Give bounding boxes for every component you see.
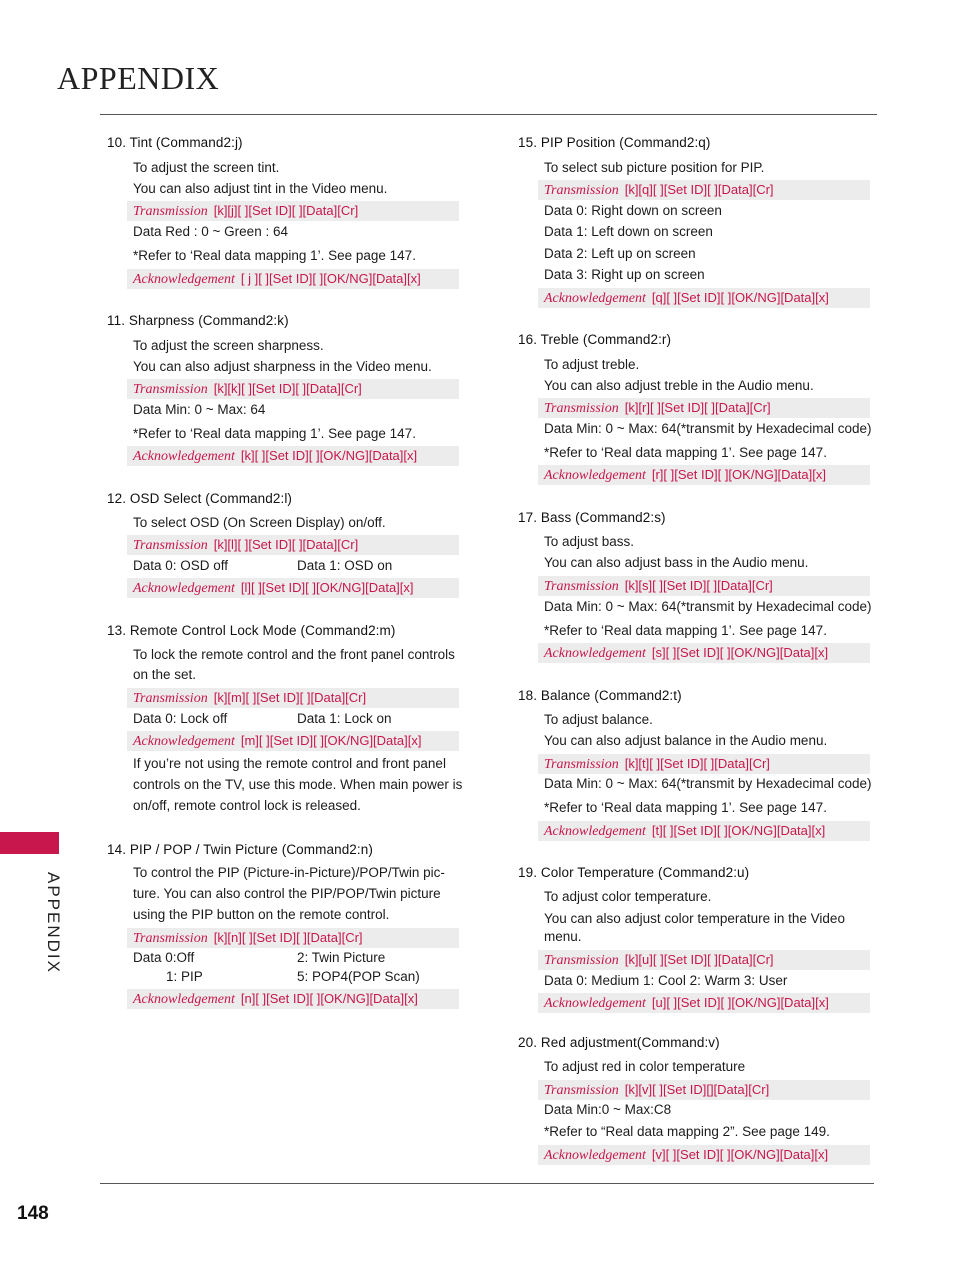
acknowledgement-bar xyxy=(127,446,459,466)
section-heading-lock: 13. Remote Control Lock Mode (Command2:m) xyxy=(107,623,396,638)
side-label: APPENDIX xyxy=(44,872,63,974)
acknowledgement-bar xyxy=(127,731,459,751)
transmission-bar xyxy=(538,180,870,200)
acknowledgement-bar xyxy=(538,465,870,485)
data-value: Data 0: Right down on screen xyxy=(544,203,722,218)
acknowledgement-command: [ j ][ ][Set ID][ ][OK/NG][Data][x] xyxy=(240,271,421,286)
text-line: To adjust bass. xyxy=(544,534,635,549)
transmission-label: Transmission xyxy=(133,382,208,397)
text-line: To control the PIP (Picture-in-Picture)/POP/Twin pic- xyxy=(133,865,445,880)
acknowledgement-label: Acknowledgement xyxy=(133,992,235,1007)
section-heading-pip-position: 15. PIP Position (Command2:q) xyxy=(518,135,711,150)
acknowledgement-bar xyxy=(538,288,870,308)
acknowledgement-command: [v][ ][Set ID][ ][OK/NG][Data][x] xyxy=(651,1147,829,1162)
side-tab-marker xyxy=(0,832,59,854)
page-title: APPENDIX xyxy=(57,60,220,96)
text-line: To adjust red in color temperature xyxy=(544,1059,746,1074)
transmission-bar xyxy=(127,688,459,708)
acknowledgement-label: Acknowledgement xyxy=(133,734,235,749)
note-line: on/off, remote control lock is released. xyxy=(133,798,361,813)
acknowledgement-command: [k][ ][Set ID][ ][OK/NG][Data][x] xyxy=(240,448,418,463)
transmission-bar xyxy=(538,398,870,418)
data-range: Data Min:0 ~ Max:C8 xyxy=(544,1102,672,1117)
transmission-command: [k][v][ ][Set ID][][Data][Cr] xyxy=(624,1082,770,1097)
data-value: Data 0:Off xyxy=(133,950,195,965)
section-heading-osd: 12. OSD Select (Command2:l) xyxy=(107,491,293,506)
acknowledgement-bar xyxy=(538,1145,870,1165)
acknowledgement-label: Acknowledgement xyxy=(133,272,235,287)
acknowledgement-bar xyxy=(127,989,459,1009)
transmission-label: Transmission xyxy=(544,1083,619,1098)
note-line: If you’re not using the remote control and front panel xyxy=(133,756,446,771)
transmission-bar xyxy=(538,950,870,970)
transmission-command: [k][q][ ][Set ID][ ][Data][Cr] xyxy=(624,182,774,197)
acknowledgement-label: Acknowledgement xyxy=(544,996,646,1011)
data-range: Data Min: 0 ~ Max: 64 xyxy=(133,402,266,417)
data-value: Data 1: OSD on xyxy=(297,558,393,573)
refer-note: *Refer to ‘Real data mapping 1’. See page 147. xyxy=(133,248,416,263)
refer-note: *Refer to ‘Real data mapping 1’. See page 147. xyxy=(544,623,827,638)
transmission-bar xyxy=(538,754,870,774)
data-value: Data 2: Left up on screen xyxy=(544,246,696,261)
transmission-label: Transmission xyxy=(133,538,208,553)
transmission-label: Transmission xyxy=(544,183,619,198)
data-value: Data 1: Lock on xyxy=(297,711,392,726)
bottom-rule xyxy=(100,1183,874,1184)
acknowledgement-label: Acknowledgement xyxy=(544,824,646,839)
acknowledgement-command: [m][ ][Set ID][ ][OK/NG][Data][x] xyxy=(240,733,422,748)
transmission-label: Transmission xyxy=(544,757,619,772)
text-line: You can also adjust bass in the Audio menu. xyxy=(544,555,809,570)
data-value: Data 0: Medium 1: Cool 2: Warm 3: User xyxy=(544,973,788,988)
transmission-command: [k][u][ ][Set ID][ ][Data][Cr] xyxy=(624,952,774,967)
refer-note: *Refer to ‘Real data mapping 1’. See page 147. xyxy=(544,445,827,460)
text-line: menu. xyxy=(544,929,582,944)
section-heading-bass: 17. Bass (Command2:s) xyxy=(518,510,666,525)
section-heading-balance: 18. Balance (Command2:t) xyxy=(518,688,682,703)
transmission-command: [k][m][ ][Set ID][ ][Data][Cr] xyxy=(213,690,367,705)
acknowledgement-bar xyxy=(538,993,870,1013)
section-heading-pip: 14. PIP / POP / Twin Picture (Command2:n) xyxy=(107,842,373,857)
section-heading-tint: 10. Tint (Command2:j) xyxy=(107,135,243,150)
text-line: ture. You can also control the PIP/POP/Twin picture xyxy=(133,886,441,901)
acknowledgement-label: Acknowledgement xyxy=(133,449,235,464)
refer-note: *Refer to “Real data mapping 2”. See page 149. xyxy=(544,1124,830,1139)
transmission-bar xyxy=(127,928,459,948)
acknowledgement-bar xyxy=(127,578,459,598)
transmission-bar xyxy=(538,1080,870,1100)
transmission-command: [k][t][ ][Set ID][ ][Data][Cr] xyxy=(624,756,770,771)
data-value: 1: PIP xyxy=(166,969,203,984)
text-line: You can also adjust sharpness in the Video menu. xyxy=(133,359,432,374)
section-heading-sharpness: 11. Sharpness (Command2:k) xyxy=(107,313,289,328)
transmission-bar xyxy=(127,379,459,399)
transmission-command: [k][l][ ][Set ID][ ][Data][Cr] xyxy=(213,537,359,552)
transmission-command: [k][j][ ][Set ID][ ][Data][Cr] xyxy=(213,203,359,218)
note-line: controls on the TV, use this mode. When main power is xyxy=(133,777,463,792)
acknowledgement-label: Acknowledgement xyxy=(133,581,235,596)
transmission-label: Transmission xyxy=(133,204,208,219)
acknowledgement-command: [r][ ][Set ID][ ][OK/NG][Data][x] xyxy=(651,467,826,482)
transmission-command: [k][k][ ][Set ID][ ][Data][Cr] xyxy=(213,381,362,396)
text-line: To adjust treble. xyxy=(544,357,640,372)
data-range: Data Red : 0 ~ Green : 64 xyxy=(133,224,288,239)
data-range: Data Min: 0 ~ Max: 64(*transmit by Hexadecimal code) xyxy=(544,776,872,791)
text-line: You can also adjust balance in the Audio menu. xyxy=(544,733,828,748)
text-line: on the set. xyxy=(133,667,197,682)
text-line: To adjust the screen sharpness. xyxy=(133,338,324,353)
transmission-label: Transmission xyxy=(544,401,619,416)
text-line: To adjust color temperature. xyxy=(544,889,712,904)
transmission-label: Transmission xyxy=(544,579,619,594)
acknowledgement-bar xyxy=(127,269,459,289)
text-line: To select OSD (On Screen Display) on/off. xyxy=(133,515,386,530)
acknowledgement-label: Acknowledgement xyxy=(544,1148,646,1163)
data-value: Data 0: OSD off xyxy=(133,558,229,573)
text-line: You can also adjust treble in the Audio menu. xyxy=(544,378,814,393)
transmission-label: Transmission xyxy=(133,691,208,706)
acknowledgement-command: [u][ ][Set ID][ ][OK/NG][Data][x] xyxy=(651,995,829,1010)
section-heading-treble: 16. Treble (Command2:r) xyxy=(518,332,672,347)
page-number: 148 xyxy=(17,1203,49,1224)
acknowledgement-command: [q][ ][Set ID][ ][OK/NG][Data][x] xyxy=(651,290,829,305)
data-value: 5: POP4(POP Scan) xyxy=(297,969,420,984)
acknowledgement-label: Acknowledgement xyxy=(544,291,646,306)
text-line: You can also adjust tint in the Video menu. xyxy=(133,181,388,196)
text-line: using the PIP button on the remote control. xyxy=(133,907,390,922)
data-range: Data Min: 0 ~ Max: 64(*transmit by Hexadecimal code) xyxy=(544,599,872,614)
top-rule xyxy=(100,114,877,115)
text-line: To adjust balance. xyxy=(544,712,653,727)
acknowledgement-label: Acknowledgement xyxy=(544,468,646,483)
transmission-bar xyxy=(127,201,459,221)
transmission-command: [k][s][ ][Set ID][ ][Data][Cr] xyxy=(624,578,773,593)
data-range: Data Min: 0 ~ Max: 64(*transmit by Hexadecimal code) xyxy=(544,421,872,436)
text-line: To select sub picture position for PIP. xyxy=(544,160,765,175)
acknowledgement-command: [l][ ][Set ID][ ][OK/NG][Data][x] xyxy=(240,580,414,595)
data-value: Data 3: Right up on screen xyxy=(544,267,705,282)
acknowledgement-command: [s][ ][Set ID][ ][OK/NG][Data][x] xyxy=(651,645,829,660)
section-heading-color-temperature: 19. Color Temperature (Command2:u) xyxy=(518,865,750,880)
refer-note: *Refer to ‘Real data mapping 1’. See page 147. xyxy=(133,426,416,441)
section-heading-red-adjustment: 20. Red adjustment(Command:v) xyxy=(518,1035,720,1050)
data-value: Data 1: Left down on screen xyxy=(544,224,713,239)
transmission-bar xyxy=(127,535,459,555)
transmission-command: [k][n][ ][Set ID][ ][Data][Cr] xyxy=(213,930,363,945)
acknowledgement-command: [n][ ][Set ID][ ][OK/NG][Data][x] xyxy=(240,991,418,1006)
acknowledgement-bar xyxy=(538,643,870,663)
acknowledgement-command: [t][ ][Set ID][ ][OK/NG][Data][x] xyxy=(651,823,826,838)
data-value: Data 0: Lock off xyxy=(133,711,228,726)
transmission-label: Transmission xyxy=(544,953,619,968)
text-line: To adjust the screen tint. xyxy=(133,160,280,175)
transmission-command: [k][r][ ][Set ID][ ][Data][Cr] xyxy=(624,400,771,415)
acknowledgement-label: Acknowledgement xyxy=(544,646,646,661)
text-line: You can also adjust color temperature in the Video xyxy=(544,911,845,926)
transmission-bar xyxy=(538,576,870,596)
refer-note: *Refer to ‘Real data mapping 1’. See page 147. xyxy=(544,800,827,815)
data-value: 2: Twin Picture xyxy=(297,950,386,965)
acknowledgement-bar xyxy=(538,821,870,841)
transmission-label: Transmission xyxy=(133,931,208,946)
text-line: To lock the remote control and the front panel controls xyxy=(133,647,455,662)
